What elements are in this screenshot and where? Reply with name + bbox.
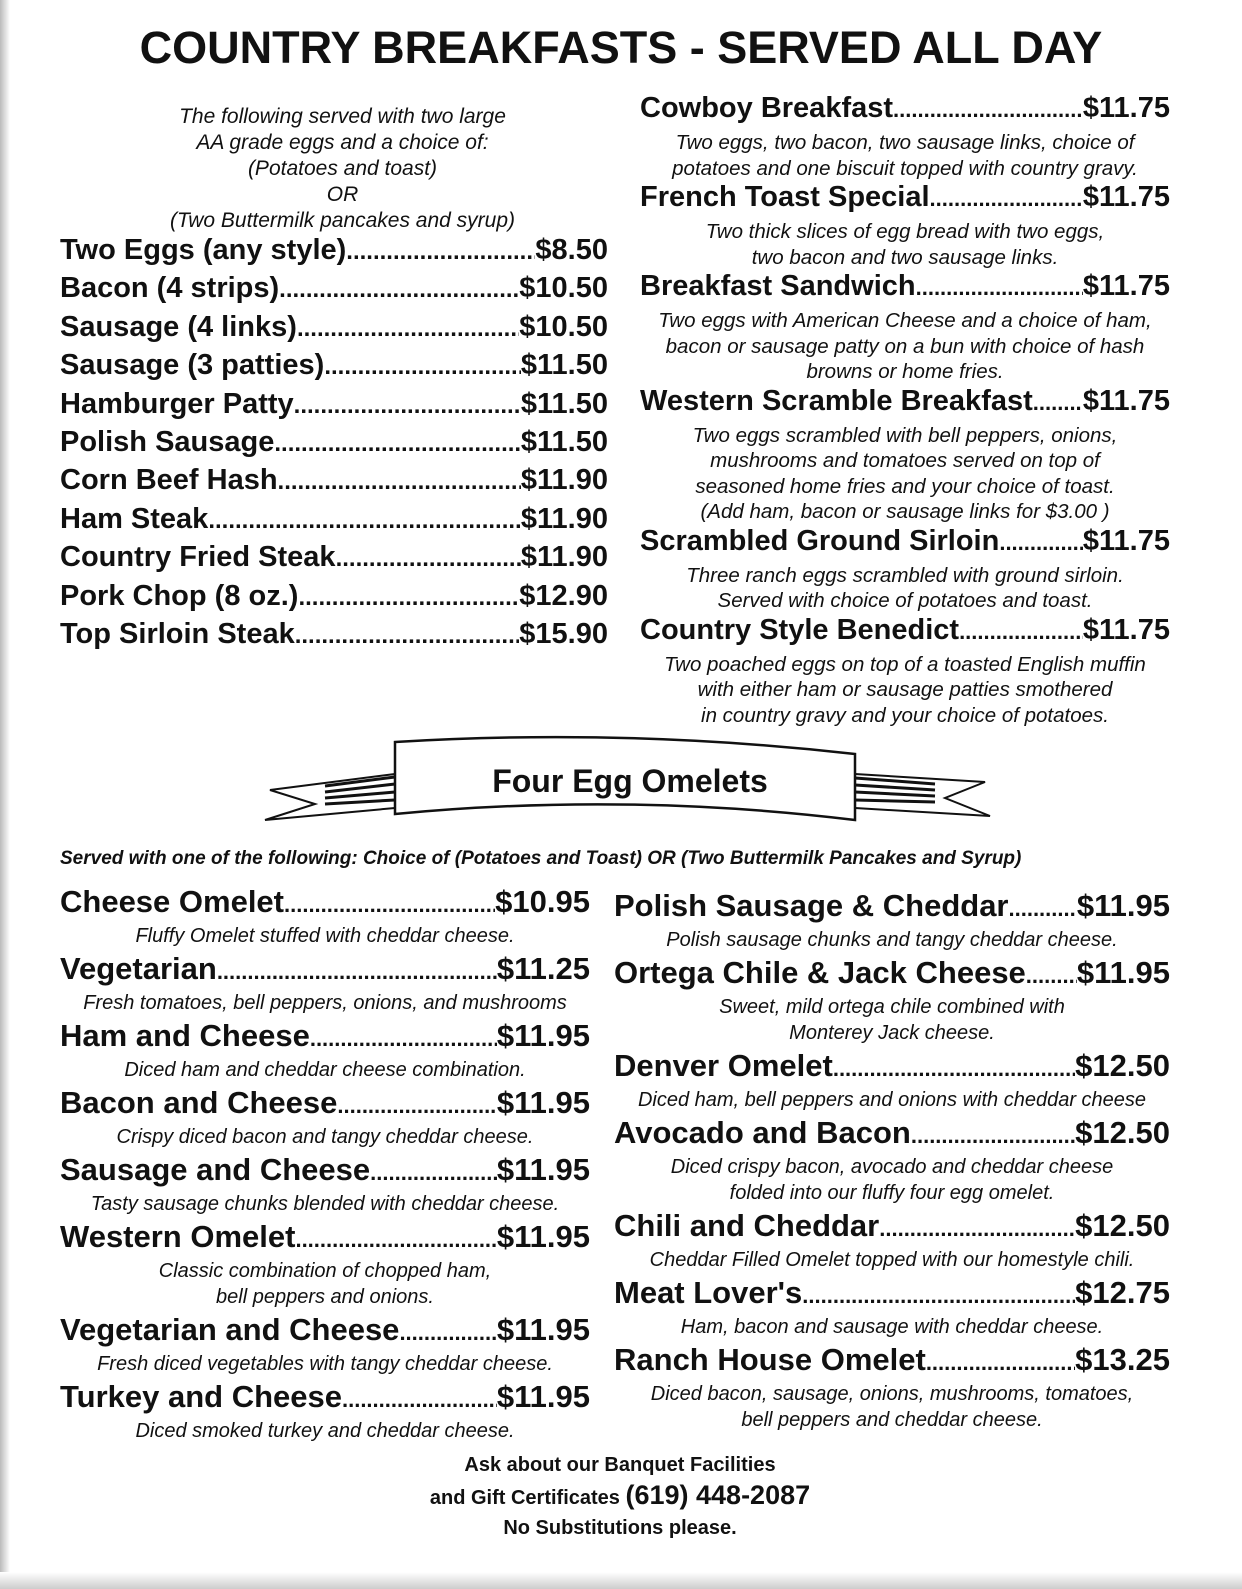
item-name: Cheese Omelet [60, 884, 284, 919]
item-description: Diced crispy bacon, avocado and cheddar cheese folded into our fluffy four egg omelet. [670, 1156, 1114, 1204]
leader-dots [1009, 896, 1077, 922]
item-price: $11.50 [520, 387, 608, 420]
leader-dots [295, 1227, 496, 1253]
item-name: Sausage (3 patties) [60, 349, 325, 382]
intro-text [140, 104, 545, 234]
item-price: $11.25 [496, 951, 590, 986]
item-name: French Toast Special [640, 181, 930, 213]
item-description: Two eggs scrambled with bell peppers, onions, mushrooms and tomatoes served on top of seasoned home fries and your choice of toast. (Add ham, bacon or sausage links for $3.00 ) [692, 423, 1118, 523]
leader-dots [959, 619, 1083, 645]
item-description: Classic combination of chopped ham, bell peppers and onions. [158, 1260, 492, 1308]
item-price: $11.90 [520, 464, 608, 497]
item-name: Polish Sausage [60, 425, 275, 458]
intro-line: AA grade eggs and a choice of: [196, 131, 489, 154]
leader-dots [274, 430, 521, 458]
item-price: $13.25 [1075, 1342, 1170, 1377]
item-price: $11.75 [1082, 92, 1170, 124]
item-name: Sausage (4 links) [60, 310, 297, 343]
leader-dots [324, 353, 521, 381]
omelet-item-head [60, 1018, 590, 1057]
item-price: $11.90 [520, 541, 608, 574]
item-name: Turkey and Cheese [60, 1379, 342, 1414]
item-price: $11.95 [496, 1219, 590, 1254]
omelet-item-head [614, 955, 1170, 994]
menu-item [60, 618, 608, 656]
menu-item [60, 388, 608, 426]
intro-line: The following served with two large [179, 105, 506, 128]
omelet-item-head [60, 1085, 590, 1124]
menu-item [60, 464, 608, 502]
item-price: $11.95 [496, 1312, 590, 1347]
item-price: $11.95 [496, 1152, 590, 1187]
page-edge-shadow [0, 0, 10, 1589]
footer-banquet-line: Ask about our Banquet Facilities [464, 1454, 776, 1476]
item-price: $11.95 [496, 1085, 590, 1120]
item-price: $11.90 [520, 502, 608, 535]
menu-item [60, 234, 608, 272]
footer-note [380, 1450, 860, 1543]
leader-dots [833, 1056, 1075, 1082]
leader-dots [337, 1093, 497, 1119]
item-name: Vegetarian [60, 951, 217, 986]
item-price: $11.75 [1082, 181, 1170, 213]
omelets-left-column [60, 884, 590, 1446]
omelet-item-head [614, 1115, 1170, 1154]
item-name: Ham Steak [60, 502, 209, 535]
item-description: Two thick slices of egg bread with two eggs, two bacon and two sausage links. [705, 220, 1105, 269]
leader-dots [1026, 963, 1077, 989]
item-price: $11.95 [1076, 955, 1170, 990]
special-item-head [640, 525, 1170, 563]
leader-dots [916, 275, 1083, 301]
item-description: Three ranch eggs scrambled with ground sirloin. Served with choice of potatoes and toast. [686, 563, 1124, 612]
omelet-item-head [614, 888, 1170, 927]
leader-dots [399, 1320, 496, 1346]
leader-dots [346, 238, 535, 266]
item-name: Ortega Chile & Jack Cheese [614, 955, 1026, 990]
leader-dots [370, 1160, 497, 1186]
leader-dots [342, 1387, 497, 1413]
breakfast-specials [640, 92, 1170, 728]
item-price: $10.95 [495, 884, 590, 919]
item-description: Two eggs with American Cheese and a choice of ham, bacon or sausage patty on a bun with choice of hash browns or home fries. [658, 309, 1152, 383]
item-name: Vegetarian and Cheese [60, 1312, 400, 1347]
item-price: $11.75 [1082, 613, 1170, 646]
menu-item [60, 503, 608, 541]
item-description: Diced smoked turkey and cheddar cheese. [135, 1420, 515, 1442]
item-description: Diced bacon, sausage, onions, mushrooms, tomatoes, bell peppers and cheddar cheese. [650, 1383, 1134, 1431]
omelet-item-head [614, 1275, 1170, 1314]
basic-breakfast-list [60, 234, 608, 656]
leader-dots [278, 468, 521, 496]
leader-dots [284, 892, 495, 918]
leader-dots [926, 1350, 1075, 1376]
leader-dots [297, 315, 519, 343]
omelet-item-head [60, 1219, 590, 1258]
menu-item [60, 272, 608, 310]
leader-dots [802, 1283, 1075, 1309]
omelets-heading: Four Egg Omelets [492, 763, 768, 799]
omelet-item-head [60, 1152, 590, 1191]
item-name: Breakfast Sandwich [640, 270, 916, 302]
item-price: $11.75 [1082, 384, 1170, 417]
omelet-item-head [60, 951, 590, 990]
item-name: Hamburger Patty [60, 387, 294, 420]
item-name: Avocado and Bacon [614, 1115, 911, 1150]
item-name: Country Style Benedict [640, 613, 960, 646]
item-price: $12.90 [519, 579, 608, 612]
menu-title: COUNTRY BREAKFASTS - SERVED ALL DAY [139, 22, 1103, 73]
special-item-head [640, 614, 1170, 652]
item-name: Bacon (4 strips) [60, 272, 280, 305]
leader-dots [295, 622, 520, 650]
item-description: Sweet, mild ortega chile combined with Monterey Jack cheese. [719, 996, 1065, 1044]
item-name: Cowboy Breakfast [640, 92, 894, 124]
omelet-item-head [614, 1208, 1170, 1247]
omelet-item-head [60, 1312, 590, 1351]
item-description: Fresh tomatoes, bell peppers, onions, and mushrooms [83, 992, 567, 1014]
omelet-item-head [614, 1342, 1170, 1381]
item-name: Ranch House Omelet [614, 1342, 926, 1377]
leader-dots [279, 276, 519, 304]
phone-number: (619) 448-2087 [625, 1480, 811, 1510]
omelet-item-head [614, 1048, 1170, 1087]
item-price: $11.75 [1082, 524, 1170, 557]
leader-dots [208, 507, 521, 535]
special-item-head [640, 181, 1170, 219]
footer-substitutions-line: No Substitutions please. [503, 1517, 737, 1539]
item-description: Polish sausage chunks and tangy cheddar cheese. [666, 929, 1118, 951]
item-price: $10.50 [519, 272, 608, 305]
item-name: Chili and Cheddar [614, 1208, 880, 1243]
item-price: $11.50 [520, 425, 608, 458]
item-price: $11.95 [496, 1379, 590, 1414]
item-price: $12.75 [1075, 1275, 1170, 1310]
footer-gift-text: and Gift Certificates [429, 1487, 620, 1509]
leader-dots [294, 392, 521, 420]
special-item-head [640, 270, 1170, 308]
intro-line: OR [326, 183, 359, 206]
item-name: Denver Omelet [614, 1048, 833, 1083]
item-name: Ham and Cheese [60, 1018, 310, 1053]
item-name: Pork Chop (8 oz.) [60, 579, 299, 612]
footer-gift-line [380, 1480, 860, 1513]
item-price: $10.50 [519, 310, 608, 343]
leader-dots [879, 1216, 1075, 1242]
item-name: Two Eggs (any style) [60, 234, 347, 266]
menu-item [60, 426, 608, 464]
item-name: Country Fried Steak [60, 541, 336, 574]
item-description: Diced ham, bell peppers and onions with cheddar cheese [637, 1089, 1147, 1111]
omelets-right-column [614, 888, 1170, 1435]
item-price: $11.95 [1076, 888, 1170, 923]
leader-dots [217, 959, 497, 985]
item-name: Polish Sausage & Cheddar [614, 888, 1009, 923]
leader-dots [1033, 390, 1083, 416]
item-price: $12.50 [1075, 1048, 1170, 1083]
item-name: Top Sirloin Steak [60, 617, 295, 650]
item-description: Tasty sausage chunks blended with cheddar cheese. [90, 1193, 560, 1215]
leader-dots [336, 545, 521, 573]
leader-dots [911, 1123, 1075, 1149]
item-name: Bacon and Cheese [60, 1085, 338, 1120]
item-price: $11.95 [496, 1018, 590, 1053]
special-item-head [640, 385, 1170, 423]
item-name: Corn Beef Hash [60, 464, 278, 497]
item-description: Fluffy Omelet stuffed with cheddar cheese. [135, 925, 515, 947]
item-description: Fresh diced vegetables with tangy cheddar cheese. [97, 1353, 553, 1375]
menu-item [60, 349, 608, 387]
menu-item [60, 311, 608, 349]
leader-dots [893, 97, 1083, 123]
item-description: Diced ham and cheddar cheese combination. [124, 1059, 526, 1081]
page-bottom-shadow [0, 1572, 1242, 1589]
item-price: $12.50 [1075, 1115, 1170, 1150]
omelets-served-note: Served with one of the following: Choice of (Potatoes and Toast) OR (Two Buttermilk Pancakes and Syrup) [60, 848, 1022, 869]
omelet-item-head [60, 1379, 590, 1418]
leader-dots [930, 186, 1083, 212]
omelet-item-head [60, 884, 590, 923]
item-price: $15.90 [519, 617, 608, 650]
item-description: Ham, bacon and sausage with cheddar cheese. [680, 1316, 1104, 1338]
leader-dots [298, 584, 519, 612]
item-description: Crispy diced bacon and tangy cheddar cheese. [116, 1126, 534, 1148]
item-name: Western Scramble Breakfast [640, 384, 1033, 417]
item-name: Scrambled Ground Sirloin [640, 524, 1000, 557]
item-price: $12.50 [1075, 1208, 1170, 1243]
item-price: $11.75 [1082, 270, 1170, 302]
intro-line: (Two Buttermilk pancakes and syrup) [169, 209, 516, 232]
item-price: $11.50 [520, 349, 608, 382]
item-name: Sausage and Cheese [60, 1152, 371, 1187]
item-price: $8.50 [535, 234, 608, 266]
intro-line: (Potatoes and toast) [247, 157, 438, 180]
item-description: Cheddar Filled Omelet topped with our homestyle chili. [649, 1249, 1135, 1271]
special-item-head [640, 92, 1170, 130]
menu-item [60, 580, 608, 618]
menu-item [60, 541, 608, 579]
item-description: Two eggs, two bacon, two sausage links, choice of potatoes and one biscuit topped with country gravy. [672, 131, 1138, 180]
item-description: Two poached eggs on top of a toasted English muffin with either ham or sausage patties smothered in country gravy and your choice of potatoes. [664, 652, 1146, 727]
item-name: Western Omelet [60, 1219, 296, 1254]
item-name: Meat Lover's [614, 1275, 803, 1310]
leader-dots [310, 1026, 497, 1052]
leader-dots [999, 530, 1083, 556]
